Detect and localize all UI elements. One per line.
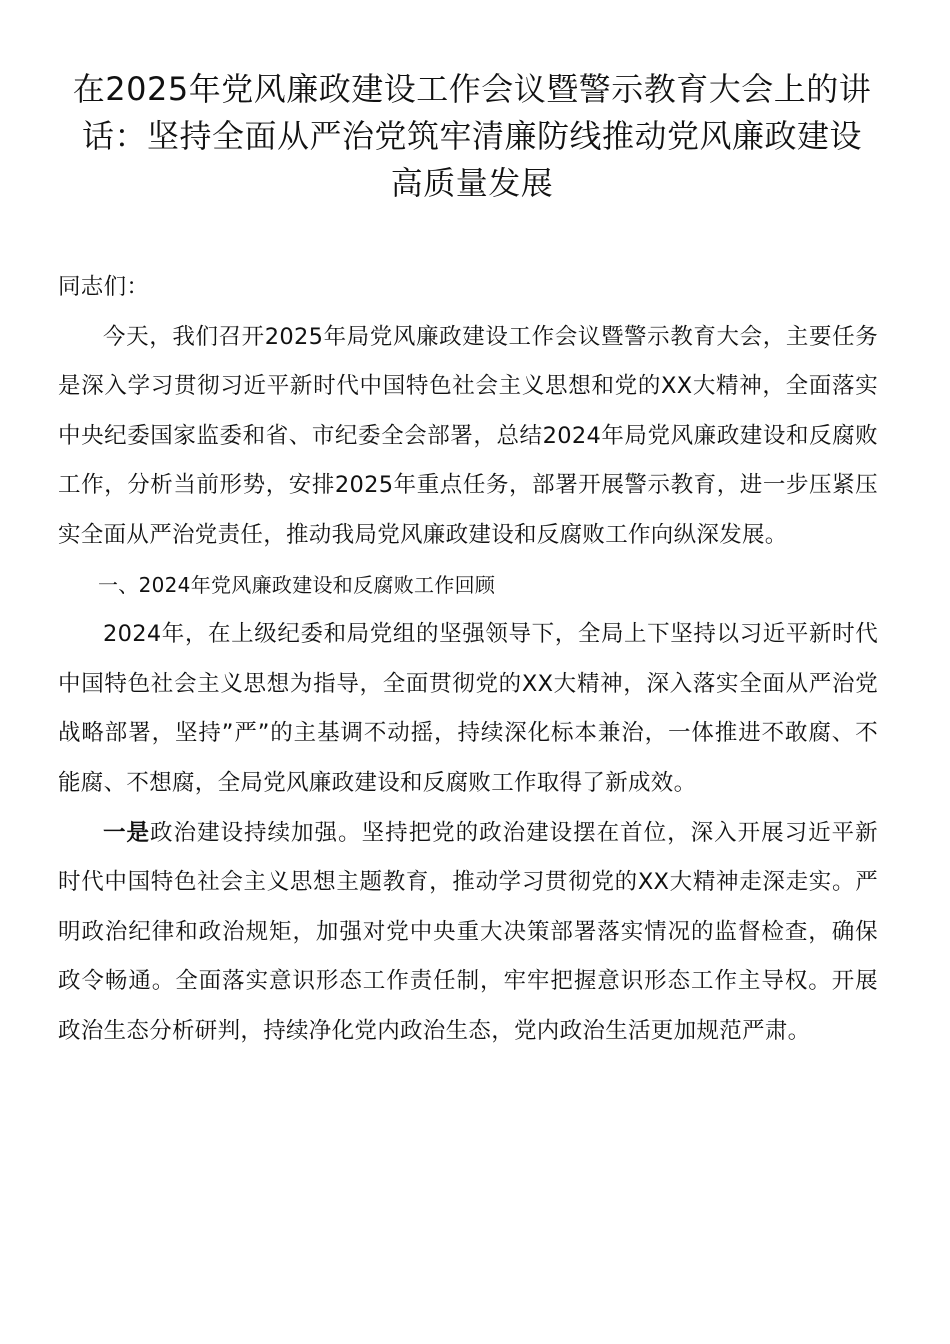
- document-body: [58, 263, 878, 1057]
- section-1-paragraph: 2024年，在上级纪委和局党组的坚强领导下，全局上下坚持以习近平新时代中国特色社会主义思想为指导，全面贯彻党的XX大精神，深入落实全面从严治党战略部署，坚持”严”的主基调不动摇，持续深化标本兼治，一体推进不敢腐、不能腐、不想腐，全局党风廉政建设和反腐败工作取得了新成效。: [58, 621, 878, 796]
- intro-paragraph: 今天，我们召开2025年局党风廉政建设工作会议暨警示教育大会，主要任务是深入学习贯彻习近平新时代中国特色社会主义思想和党的XX大精神，全面落实中央纪委国家监委和省、市纪委全会部署，总结2024年局党风廉政建设和反腐败工作，分析当前形势，安排2025年重点任务，部署开展警示教育，进一步压紧压实全面从严治党责任，推动我局党风廉政建设和反腐败工作向纵深发展。: [58, 323, 878, 548]
- salutation: 同志们：: [58, 274, 150, 300]
- document-title: 在2025年党风廉政建设工作会议暨警示教育大会上的讲话：坚持全面从严治党筑牢清廉防线推动党风廉政建设高质量发展: [72, 70, 872, 202]
- point-1-paragraph: [58, 809, 878, 1057]
- point-1-text: 政治建设持续加强。坚持把党的政治建设摆在首位，深入开展习近平新时代中国特色社会主义思想主题教育，推动学习贯彻党的XX大精神走深走实。严明政治纪律和政治规矩，加强对党中央重大决策部署落实情况的监督检查，确保政令畅通。全面落实意识形态工作责任制，牢牢把握意识形态工作主导权。开展政治生态分析研判，持续净化党内政治生态，党内政治生活更加规范严肃。: [58, 819, 878, 1044]
- section-heading-1: 一、2024年党风廉政建设和反腐败工作回顾: [98, 572, 496, 597]
- point-1-lead: 一是: [103, 819, 151, 846]
